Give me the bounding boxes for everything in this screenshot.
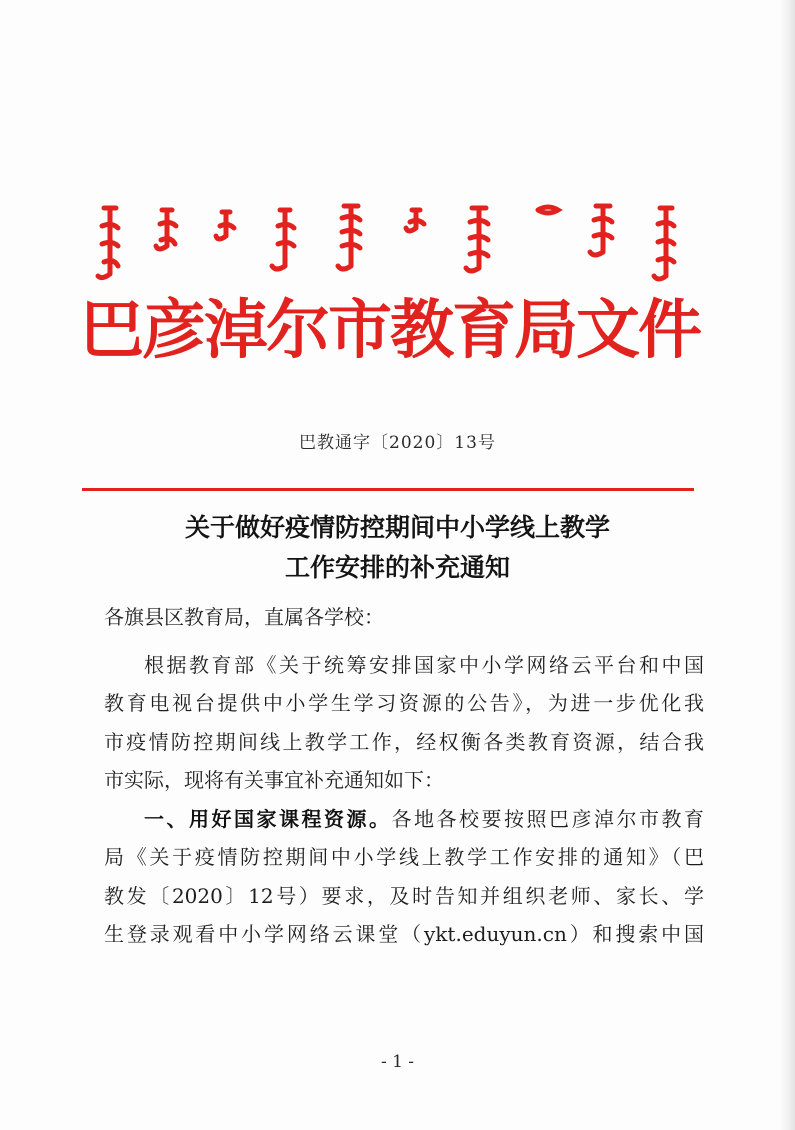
- section-1-line-2: 局《关于疫情防控期间中小学线上教学工作安排的通知》（巴: [104, 845, 704, 869]
- document-title: [0, 508, 795, 588]
- section-1-first-line-text: 各地各校要按照巴彦淖尔市教育: [391, 807, 704, 831]
- issuer-header-title: 巴彦淖尔市教育局文件: [80, 294, 700, 368]
- title-line-2: 工作安排的补充通知: [284, 553, 510, 582]
- red-divider: [82, 488, 694, 491]
- page-number: - 1 -: [380, 1052, 415, 1072]
- salutation: 各旗县区教育局，直属各学校：: [104, 605, 384, 629]
- paragraph-1-line-4: 市实际，现将有关事宜补充通知如下：: [104, 768, 444, 792]
- mongolian-script-graphic: [82, 196, 692, 286]
- paragraph-1-line-1: 根据教育部《关于统筹安排国家中小学网络云平台和中国: [144, 653, 704, 677]
- document-number: 巴教通字〔2020〕13号: [299, 433, 496, 453]
- section-1-line-3: 教发〔2020〕12号）要求，及时告知并组织老师、家长、学: [104, 884, 704, 908]
- section-1-line-1: [144, 804, 704, 834]
- mongolian-header-seal: [82, 196, 692, 286]
- paragraph-1-line-2: 教育电视台提供中小学生学习资源的公告》，为进一步优化我: [104, 691, 704, 715]
- section-1-heading: 一、用好国家课程资源。: [144, 807, 392, 831]
- section-1-line-4: 生登录观看中小学网络云课堂（ykt.eduyun.cn）和搜索中国: [104, 922, 704, 946]
- title-line-1: 关于做好疫情防控期间中小学线上教学: [184, 513, 610, 542]
- paragraph-1-line-3: 市疫情防控期间线上教学工作，经权衡各类教育资源，结合我: [104, 730, 704, 754]
- scan-edge-shadow: [779, 0, 795, 1130]
